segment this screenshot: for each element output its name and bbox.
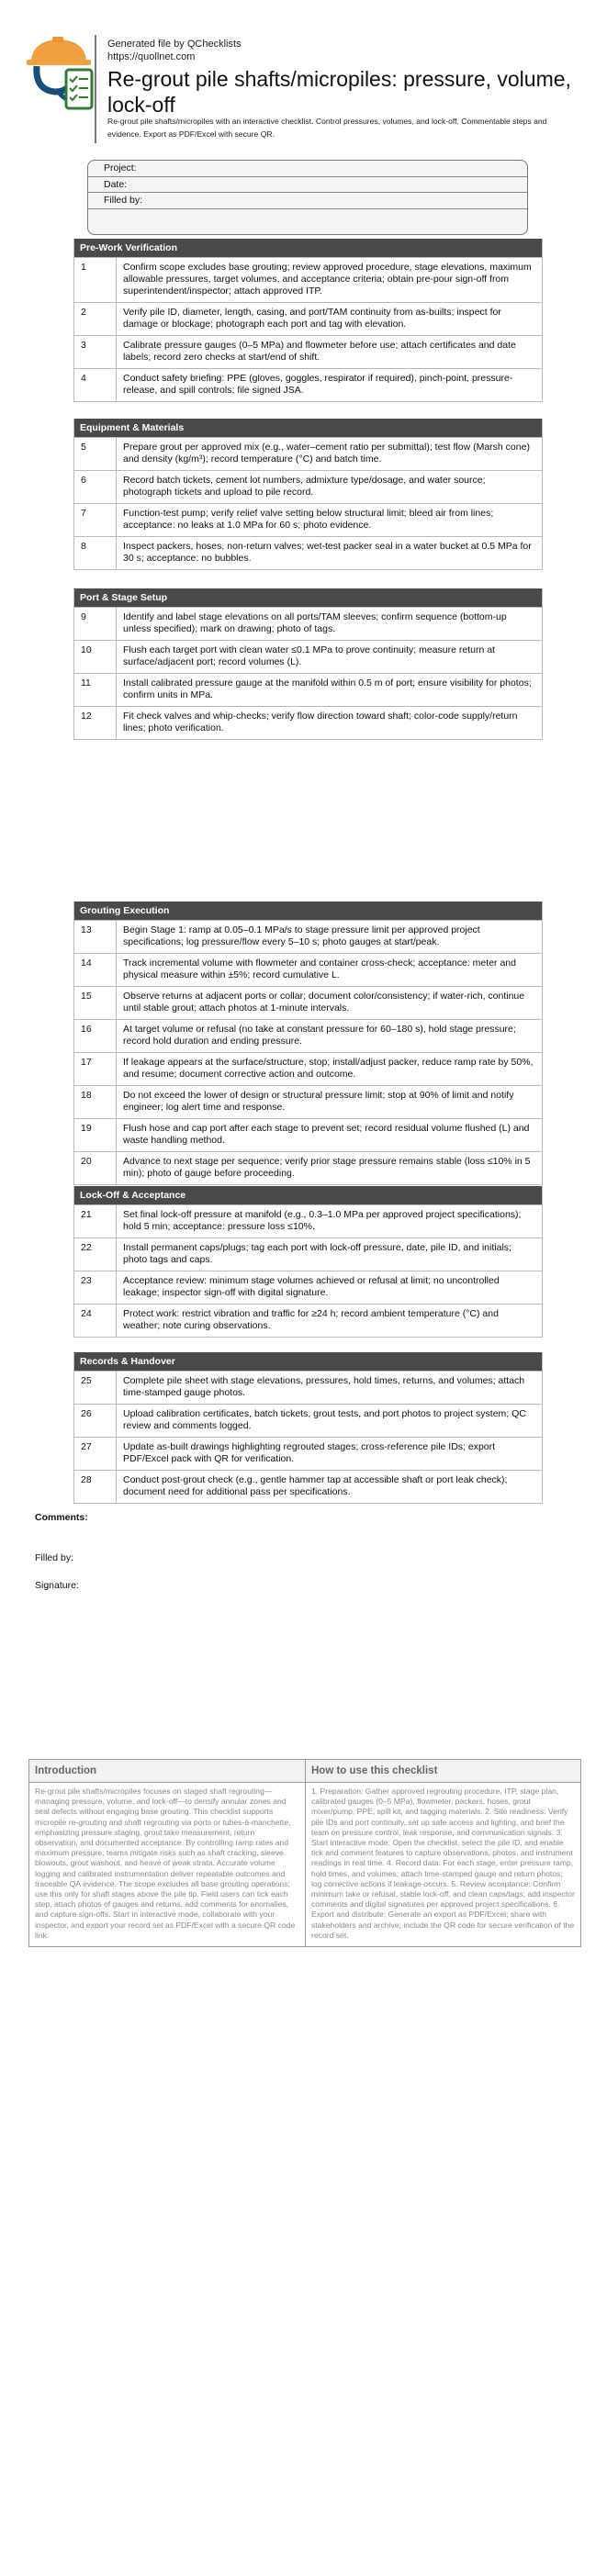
section-header: Records & Handover — [74, 1352, 542, 1371]
checklist-item[interactable] — [74, 536, 542, 569]
project-info-box — [87, 160, 528, 235]
item-number: 12 — [74, 707, 117, 739]
item-number: 6 — [74, 471, 117, 503]
item-text: Complete pile sheet with stage elevations, pressures, hold times, returns, and volumes; attach time-stamped gauge photos. — [123, 1375, 525, 1398]
item-text: Verify pile ID, diameter, length, casing, and port/TAM continuity from as-builts; inspect for damage or blockage; photograph each port and tag with elevation. — [123, 307, 501, 330]
checklist-item[interactable] — [74, 607, 542, 640]
item-text: Flush each target port with clean water ≤0.1 MPa to prove continuity; measure return at surface/adjacent port; record volumes (L). — [123, 644, 495, 667]
item-number: 27 — [74, 1438, 117, 1470]
checklist-item[interactable] — [74, 673, 542, 706]
checklist-item[interactable] — [74, 1019, 542, 1052]
project-field[interactable] — [88, 161, 527, 177]
item-text: Install calibrated pressure gauge at the manifold within 0.5 m of port; ensure visibility for photos; confirm units in MPa. — [123, 678, 532, 700]
item-text: Protect work: restrict vibration and traffic for ≥24 h; record ambient temperature (°C) and weather; note curing observations. — [123, 1308, 499, 1331]
item-number: 7 — [74, 504, 117, 536]
item-number: 28 — [74, 1471, 117, 1503]
how-to-heading: How to use this checklist — [306, 1760, 580, 1783]
item-number: 3 — [74, 336, 117, 368]
item-number: 2 — [74, 303, 117, 335]
item-number: 11 — [74, 674, 117, 706]
checklist-item[interactable] — [74, 986, 542, 1019]
generated-by-text: Generated file by QChecklists — [107, 39, 242, 50]
item-text: Conduct safety briefing: PPE (gloves, goggles, respirator if required), pinch-point, pressure-release, and spill controls; file signed JSA. — [123, 373, 513, 396]
item-number: 25 — [74, 1372, 117, 1404]
checklist-item[interactable] — [74, 437, 542, 470]
introduction-text: Re-grout pile shafts/micropiles focuses on staged shaft regrouting—managing pressure, volume, and lock-off—to densify annular zones and seal defects without engaging base grouting. This checklist supports micropile re-grouting and shaft regrouting via ports or tubes-à-manchette, emphasizing pressure staging, grout take measurement, return observation, and documented acceptance. By controlling ramp rates and maximum pressure, teams mitigate risks such as shaft cracking, sleeve blowouts, grout washout, and heave of weak strata. Accurate volume logging and calibrated instrumentation deliver repeatable outcomes and traceable QA evidence. The scope excludes all base grouting operations; use this only for shaft stages above the pile tip. Field users can tick each step, attach photos of gauges and returns, add comments for anomalies, and capture sign-offs. Start in interactive mode, collaborate with your inspector, and export your record set as PDF/Excel with a secure QR code link. — [35, 1786, 296, 1940]
section-header: Lock-Off & Acceptance — [74, 1186, 542, 1204]
item-number: 17 — [74, 1053, 117, 1085]
item-number: 1 — [74, 258, 117, 302]
item-number: 19 — [74, 1119, 117, 1151]
item-text: Inspect packers, hoses, non-return valves; wet-test packer seal in a water bucket at 0.5 MPa for 30 s; acceptance: no bubbles. — [123, 541, 532, 564]
checklist-item[interactable] — [74, 503, 542, 536]
checklist-section — [73, 588, 543, 740]
checklist-item[interactable] — [74, 302, 542, 335]
checklist-item[interactable] — [74, 1371, 542, 1404]
item-number: 13 — [74, 921, 117, 953]
checklist-item[interactable] — [74, 1304, 542, 1337]
checklist-item[interactable] — [74, 1204, 542, 1238]
item-text: Do not exceed the lower of design or structural pressure limit; stop at 90% of limit and notify engineer; log alert time and response. — [123, 1090, 514, 1113]
item-text: Track incremental volume with flowmeter and container cross-check; acceptance: meter and physical measure within ±5%; record cumulative L. — [123, 958, 516, 980]
checklist-item[interactable] — [74, 335, 542, 368]
item-text: Prepare grout per approved mix (e.g., water–cement ratio per submittal); test flow (Marsh cone) and density (kg/m³); record temperature (°C) and batch time. — [123, 442, 530, 465]
item-number: 26 — [74, 1405, 117, 1437]
item-text: Record batch tickets, cement lot numbers, admixture type/dosage, and water source; photograph tickets and upload to pile record. — [123, 475, 486, 498]
source-url-link[interactable]: https://quollnet.com — [107, 51, 196, 62]
checklist-item[interactable] — [74, 1151, 542, 1184]
signature-label: Signature: — [35, 1580, 79, 1591]
checklist-item[interactable] — [74, 1118, 542, 1151]
checklist-item[interactable] — [74, 1437, 542, 1470]
checklist-item[interactable] — [74, 1238, 542, 1271]
item-text: If leakage appears at the surface/structure, stop; install/adjust packer, reduce ramp rate by 50%, and resume; document corrective action and outcome. — [123, 1057, 534, 1080]
date-field[interactable] — [88, 177, 527, 194]
item-text: At target volume or refusal (no take at constant pressure for 60–180 s), hold stage pressure; record hold duration and ending pressure. — [123, 1024, 516, 1047]
checklist-item[interactable] — [74, 1085, 542, 1118]
checklist-section — [73, 902, 543, 1185]
comments-label: Comments: — [35, 1512, 88, 1523]
checklist-section — [73, 419, 543, 570]
item-number: 4 — [74, 369, 117, 401]
item-text: Begin Stage 1: ramp at 0.05–0.1 MPa/s to stage pressure limit per approved project specifications; log pressure/flow every 5–10 s; photo gauges at start/peak. — [123, 924, 480, 947]
item-text: Function-test pump; verify relief valve setting below structural limit; bleed air from lines; acceptance: no leaks at 1.0 MPa for 60 s; photo evidence. — [123, 508, 494, 531]
checklist-section — [73, 239, 543, 402]
section-header: Pre-Work Verification — [74, 239, 542, 257]
checklist-item[interactable] — [74, 368, 542, 401]
item-number: 18 — [74, 1086, 117, 1118]
checklist-item[interactable] — [74, 706, 542, 739]
item-number: 5 — [74, 438, 117, 470]
how-to-column — [305, 1760, 580, 1946]
how-to-text: 1. Preparation: Gather approved regrouting procedure, ITP, stage plan, calibrated gauges (0–5 MPa), flowmeter, packers, hoses, grout mixer/pump, PPE, spill kit, and tagging materials. 2. Site readiness: Verify pile IDs and port continuity, set up safe access and lighting, and brief the team on pressure control, leak response, and communication signals. 3. Start interactive mode: Open the checklist, select the pile ID, and enable tick and comment features to capture observations, photos, and instrument readings in real time. 4. Record data: For each stage, enter pressure ramp, hold times, and volumes; attach time-stamped gauge and return photos; log corrective actions if leakage occurs. 5. Review acceptance: Confirm minimum take or refusal, stable lock-off, and clean caps/tags; add inspector comments and digital signatures per approved project specifications. 6. Export and distribute: Generate an export as PDF/Excel; share with stakeholders and archive; include the QR code for secure verification of the record set. — [311, 1786, 575, 1940]
item-number: 15 — [74, 987, 117, 1019]
item-text: Upload calibration certificates, batch tickets, grout tests, and port photos to project system; QC review and comments logged. — [123, 1408, 526, 1431]
section-header: Port & Stage Setup — [74, 588, 542, 607]
footer-filled-by-label: Filled by: — [35, 1552, 74, 1563]
page-title: Re-grout pile shafts/micropiles: pressure, volume, lock-off — [107, 67, 571, 117]
checklist-item[interactable] — [74, 1404, 542, 1437]
checklist-item[interactable] — [74, 953, 542, 986]
item-number: 9 — [74, 608, 117, 640]
item-text: Flush hose and cap port after each stage to prevent set; record residual volume flushed (L) and waste handling method. — [123, 1123, 530, 1146]
section-header: Grouting Execution — [74, 902, 542, 920]
checklist-item[interactable] — [74, 257, 542, 302]
checklist-item[interactable] — [74, 470, 542, 503]
checklist-item[interactable] — [74, 1470, 542, 1503]
item-text: Advance to next stage per sequence; verify prior stage pressure remains stable (loss ≤10% in 5 min); photo of gauge before proceeding. — [123, 1156, 531, 1179]
item-text: Calibrate pressure gauges (0–5 MPa) and flowmeter before use; attach certificates and date labels; record zero checks at start/end of shift. — [123, 340, 516, 363]
item-number: 23 — [74, 1271, 117, 1304]
item-number: 21 — [74, 1205, 117, 1238]
item-number: 20 — [74, 1152, 117, 1184]
item-number: 24 — [74, 1305, 117, 1337]
item-text: Install permanent caps/plugs; tag each port with lock-off pressure, date, pile ID, and initials; photo tags and caps. — [123, 1242, 511, 1265]
section-header: Equipment & Materials — [74, 419, 542, 437]
introduction-heading: Introduction — [29, 1760, 305, 1783]
item-number: 22 — [74, 1238, 117, 1271]
checklist-item[interactable] — [74, 1271, 542, 1304]
info-table — [28, 1759, 581, 1947]
header-divider — [95, 35, 96, 143]
checklist-item[interactable] — [74, 920, 542, 953]
item-text: Update as-built drawings highlighting regrouted stages; cross-reference pile IDs; export PDF/Excel pack with QR for verification. — [123, 1441, 496, 1464]
item-text: Conduct post-grout check (e.g., gentle hammer tap at accessible shaft or port leak check); document need for additional pass per specifications. — [123, 1474, 508, 1497]
checklist-item[interactable] — [74, 1052, 542, 1085]
item-number: 10 — [74, 641, 117, 673]
date-label: Date: — [104, 178, 128, 190]
checklist-section — [73, 1352, 543, 1504]
item-number: 8 — [74, 537, 117, 569]
item-text: Fit check valves and whip-checks; verify flow direction toward shaft; color-code supply/return lines; photo verification. — [123, 711, 518, 734]
checklist-section — [73, 1186, 543, 1338]
item-text: Identify and label stage elevations on all ports/TAM sleeves; confirm sequence (bottom-up unless specified); mark on drawing; photo of tags. — [123, 611, 507, 634]
qchecklists-logo-icon — [24, 37, 96, 110]
filled-by-label: Filled by: — [104, 195, 143, 206]
item-text: Confirm scope excludes base grouting; review approved procedure, stage elevations, maximum allowable pressures, target volumes, and acceptance criteria; obtain pre-pour sign-off from superintendent/inspector; attach approved ITP. — [123, 262, 532, 297]
project-label: Project: — [104, 162, 137, 174]
item-text: Observe returns at adjacent ports or collar; document color/consistency; if water-rich, continue until stable grout; attach photos at 1-minute intervals. — [123, 991, 525, 1014]
page-subtitle: Re-grout pile shafts/micropiles with an interactive checklist. Control pressures, volumes, and lock-off. Commentable steps and evidence. Export as PDF/Excel with secure QR. — [107, 117, 547, 139]
filled-by-field[interactable] — [88, 193, 527, 209]
introduction-column — [29, 1760, 305, 1946]
checklist-item[interactable] — [74, 640, 542, 673]
item-text: Set final lock-off pressure at manifold (e.g., 0.3–1.0 MPa per approved project specifications); hold 5 min; acceptance: pressure loss ≤10%. — [123, 1209, 522, 1232]
page-header — [0, 0, 607, 147]
info-blank-row — [88, 209, 527, 226]
item-number: 14 — [74, 954, 117, 986]
item-number: 16 — [74, 1020, 117, 1052]
item-text: Acceptance review: minimum stage volumes achieved or refusal at limit; no uncontrolled leakage; inspector sign-off with digital signature. — [123, 1275, 500, 1298]
